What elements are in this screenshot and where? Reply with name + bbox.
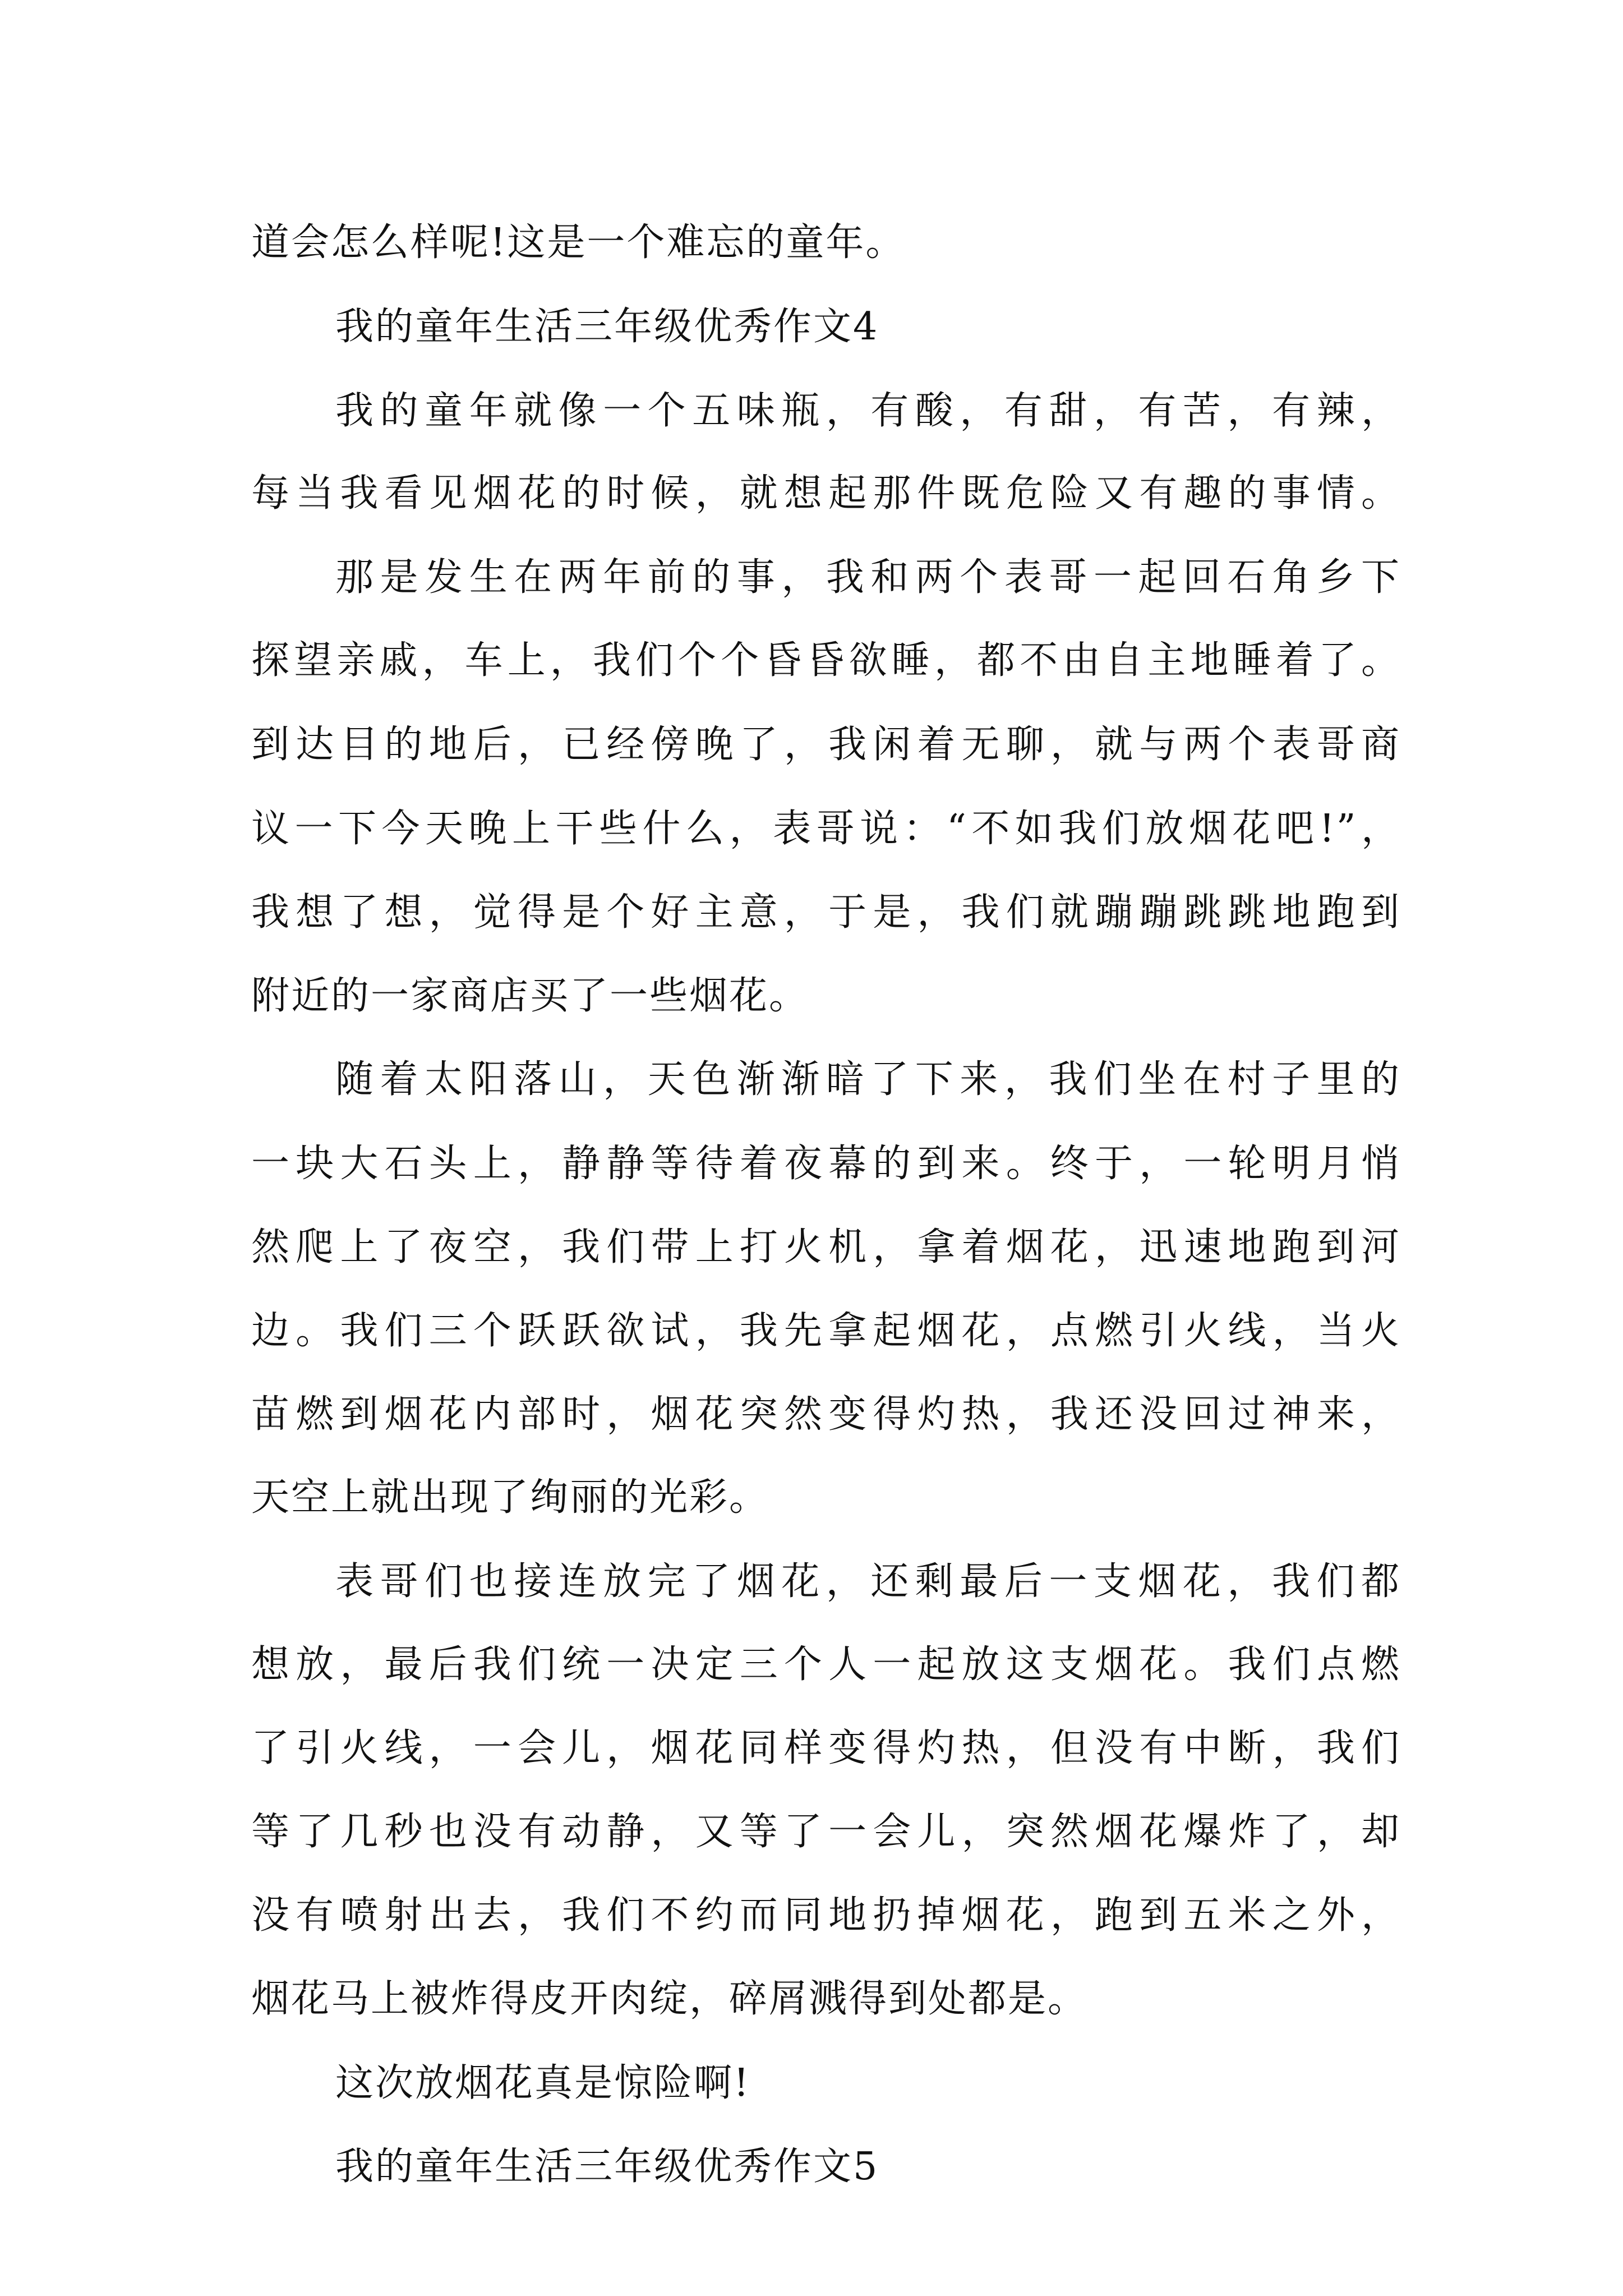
section-heading: 我的童年生活三年级优秀作文4 xyxy=(335,305,879,349)
paragraph-line: 我想了想，觉得是个好主意，于是，我们就蹦蹦跳跳地跑到 xyxy=(251,890,1401,935)
paragraph-line: 我的童年就像一个五味瓶，有酸，有甜，有苦，有辣， xyxy=(335,389,1401,433)
paragraph-line: 然爬上了夜空，我们带上打火机，拿着烟花，迅速地跑到河 xyxy=(251,1225,1401,1269)
paragraph-line: 附近的一家商店买了一些烟花。 xyxy=(251,974,809,1018)
paragraph-line: 议一下今天晚上干些什么，表哥说：“不如我们放烟花吧!”， xyxy=(251,807,1401,851)
paragraph-line: 这次放烟花真是惊险啊! xyxy=(335,2061,751,2105)
paragraph-line: 到达目的地后，已经傍晚了，我闲着无聊，就与两个表哥商 xyxy=(251,723,1401,767)
paragraph-line: 天空上就出现了绚丽的光彩。 xyxy=(251,1475,769,1520)
paragraph-line: 没有喷射出去，我们不约而同地扔掉烟花，跑到五米之外， xyxy=(251,1893,1401,1938)
paragraph-line: 等了几秒也没有动静，又等了一会儿，突然烟花爆炸了，却 xyxy=(251,1810,1401,1854)
paragraph-line: 每当我看见烟花的时候，就想起那件既危险又有趣的事情。 xyxy=(251,471,1401,516)
paragraph-line: 那是发生在两年前的事，我和两个表哥一起回石角乡下 xyxy=(335,555,1401,600)
paragraph-line: 随着太阳落山，天色渐渐暗了下来，我们坐在村子里的 xyxy=(335,1057,1401,1102)
paragraph-line: 道会怎么样呢!这是一个难忘的童年。 xyxy=(251,220,906,265)
paragraph-line: 边。我们三个跃跃欲试，我先拿起烟花，点燃引火线，当火 xyxy=(251,1309,1401,1353)
paragraph-line: 想放，最后我们统一决定三个人一起放这支烟花。我们点燃 xyxy=(251,1642,1401,1687)
paragraph-line: 探望亲戚，车上，我们个个昏昏欲睡，都不由自主地睡着了。 xyxy=(251,638,1401,683)
paragraph-line: 了引火线，一会儿，烟花同样变得灼热，但没有中断，我们 xyxy=(251,1726,1401,1770)
paragraph-line: 苗燃到烟花内部时，烟花突然变得灼热，我还没回过神来， xyxy=(251,1392,1401,1437)
paragraph-line: 烟花马上被炸得皮开肉绽，碎屑溅得到处都是。 xyxy=(251,1977,1088,2021)
section-heading: 我的童年生活三年级优秀作文5 xyxy=(335,2145,879,2189)
paragraph-line: 一块大石头上，静静等待着夜幕的到来。终于，一轮明月悄 xyxy=(251,1142,1401,1186)
paragraph-line: 表哥们也接连放完了烟花，还剩最后一支烟花，我们都 xyxy=(335,1559,1401,1604)
